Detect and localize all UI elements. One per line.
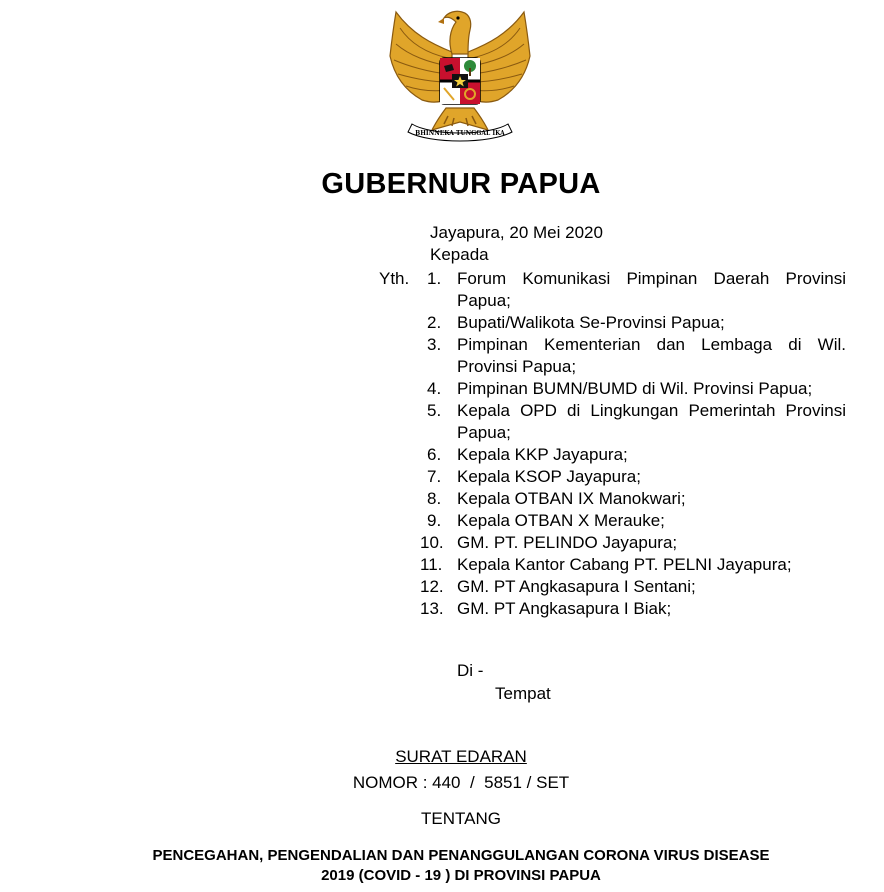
list-item: 3. Pimpinan Kementerian dan Lembaga di Wil. Provinsi Papua; <box>427 335 846 376</box>
kepada-label: Kepada <box>430 245 489 264</box>
list-item: 10. GM. PT. PELINDO Jayapura; <box>420 533 678 552</box>
yth-label: Yth. <box>379 269 410 288</box>
recipient-list <box>420 268 846 620</box>
tentang-label: TENTANG <box>421 809 501 828</box>
list-item: 9. Kepala OTBAN X Merauke; <box>427 511 665 530</box>
di-label: Di - <box>457 661 484 680</box>
emblem-motto: BHINNEKA TUNGGAL IKA <box>415 130 505 137</box>
place-date: Jayapura, 20 Mei 2020 <box>430 223 603 242</box>
list-item: 13. GM. PT Angkasapura I Biak; <box>420 599 672 618</box>
circular-heading: SURAT EDARAN <box>395 747 527 766</box>
list-item: 12. GM. PT Angkasapura I Sentani; <box>420 577 696 596</box>
list-item: 8. Kepala OTBAN IX Manokwari; <box>427 489 686 508</box>
page-title: GUBERNUR PAPUA <box>321 168 601 200</box>
list-item: 6. Kepala KKP Jayapura; <box>427 445 628 464</box>
tempat-label: Tempat <box>495 684 551 703</box>
circular-subject <box>40 846 882 886</box>
list-item: 2. Bupati/Walikota Se-Provinsi Papua; <box>427 313 725 332</box>
list-item: 7. Kepala KSOP Jayapura; <box>427 467 641 486</box>
list-item: 5. Kepala OPD di Lingkungan Pemerintah Provinsi Papua; <box>427 401 846 442</box>
garuda-pancasila-icon <box>382 4 538 144</box>
list-item: 11. Kepala Kantor Cabang PT. PELNI Jayapura; <box>420 555 792 574</box>
circular-number: NOMOR : 440 / 5851 / SET <box>352 773 570 792</box>
list-item: 1. Forum Komunikasi Pimpinan Daerah Provinsi Papua; <box>427 269 846 310</box>
subject-line-2: 2019 (COVID - 19 ) DI PROVINSI PAPUA <box>321 867 601 884</box>
subject-line-1: PENCEGAHAN, PENGENDALIAN DAN PENANGGULANGAN CORONA VIRUS DISEASE <box>152 847 770 864</box>
list-item: 4. Pimpinan BUMN/BUMD di Wil. Provinsi Papua; <box>427 379 813 398</box>
garuda-emblem <box>382 4 538 144</box>
